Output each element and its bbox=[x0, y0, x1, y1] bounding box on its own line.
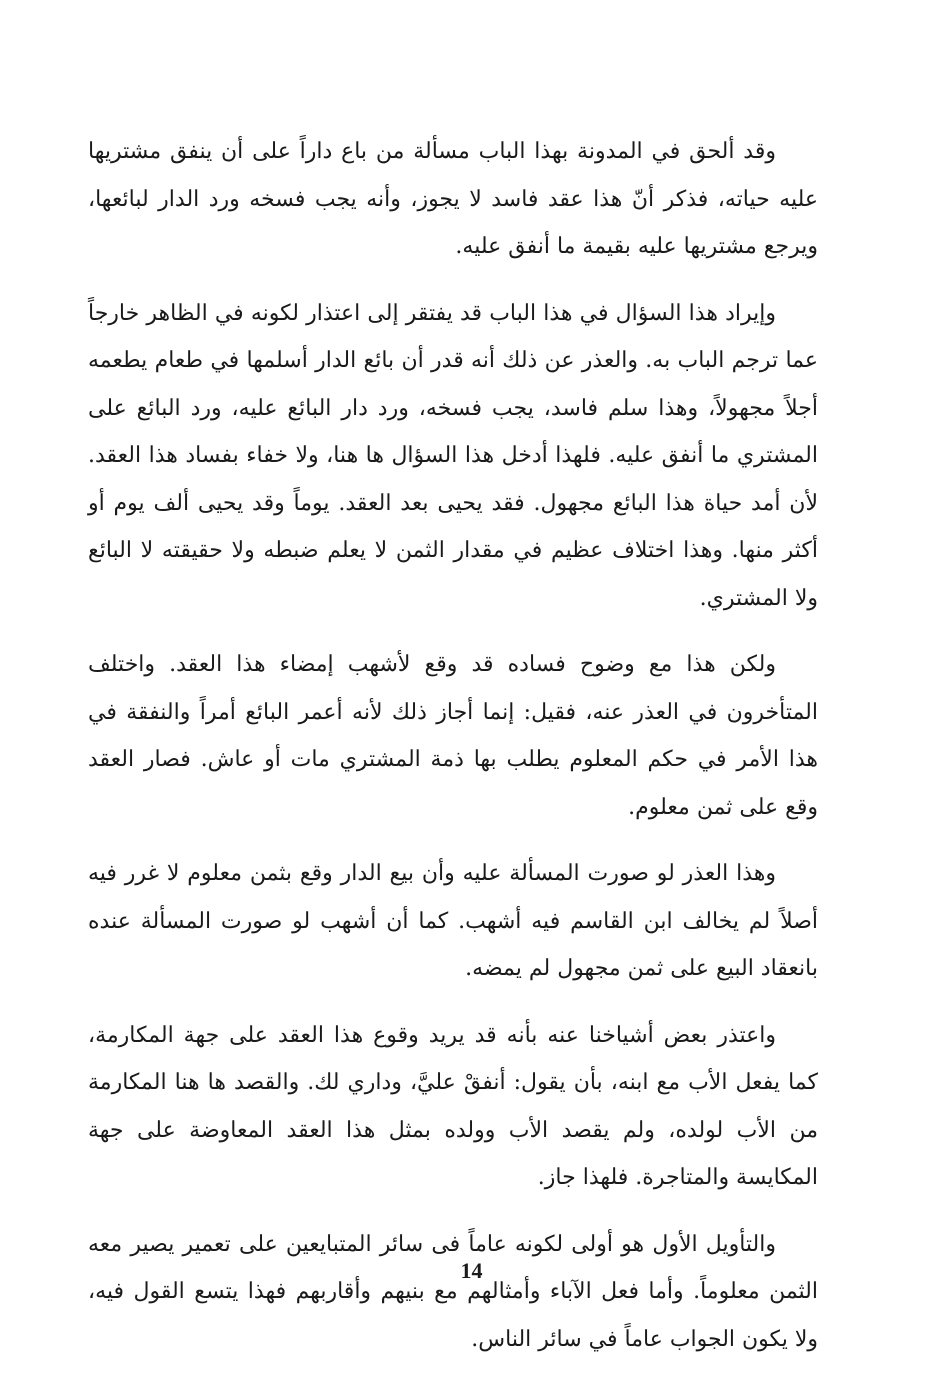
paragraph-2: وإيراد هذا السؤال في هذا الباب قد يفتقر إلى اعتذار لكونه في الظاهر خارجاً عما ترجم الباب به. والعذر عن ذلك أنه قدر أن بائع الدار أسلمها في طعام يطعمه أجلاً مجهولاً، وهذا سلم فاسد، يجب فسخه، ورد دار البائع عليه، ورد البائع على المشتري ما أنفق عليه. فلهذا أدخل هذا السؤال ها هنا، ولا خفاء بفساد هذا العقد. لأن أمد حياة هذا البائع مجهول. فقد يحيى بعد العقد. يوماً وقد يحيى ألف يوم أو أكثر منها. وهذا اختلاف عظيم في مقدار الثمن لا يعلم ضبطه ولا حقيقته لا البائع ولا المشتري. bbox=[88, 300, 818, 611]
body-text bbox=[88, 128, 818, 1382]
paragraph-6: والتأويل الأول هو أولى لكونه عاماً فى سائر المتبايعين على تعمير يصير معه الثمن معلوماً. وأما فعل الآباء وأمثالهم مع بنيهم وأقاربهم فهذا يتسع القول فيه، ولا يكون الجواب عاماً في سائر الناس. bbox=[88, 1231, 818, 1352]
paragraph-3: ولكن هذا مع وضوح فساده قد وقع لأشهب إمضاء هذا العقد. واختلف المتأخرون في العذر عنه، فقيل: إنما أجاز ذلك لأنه أعمر البائع أمراً والنفقة في هذا الأمر في حكم المعلوم يطلب بها ذمة المشتري مات أو عاش. فصار العقد وقع على ثمن معلوم. bbox=[88, 652, 818, 820]
page-number: 14 bbox=[460, 1258, 483, 1283]
paragraph-4: وهذا العذر لو صورت المسألة عليه وأن بيع الدار وقع بثمن معلوم لا غرر فيه أصلاً لم يخالف ابن القاسم فيه أشهب. كما أن أشهب لو صورت المسألة عنده بانعقاد البيع على ثمن مجهول لم يمضه. bbox=[88, 861, 818, 981]
paragraph-1: وقد ألحق في المدونة بهذا الباب مسألة من باع داراً على أن ينفق مشتريها عليه حياته، فذكر أنّ هذا عقد فاسد لا يجوز، وأنه يجب فسخه ورد الدار لبائعها، ويرجع مشتريها عليه بقيمة ما أنفق عليه. bbox=[88, 139, 818, 259]
paragraph-5: واعتذر بعض أشياخنا عنه بأنه قد يريد وقوع هذا العقد على جهة المكارمة، كما يفعل الأب مع ابنه، بأن يقول: أنفقْ عليَّ، وداري لك. والقصد ها هنا المكارمة من الأب لولده، ولم يقصد الأب وولده بمثل هذا العقد المعاوضة على جهة المكايسة والمتاجرة. فلهذا جاز. bbox=[88, 1022, 818, 1190]
